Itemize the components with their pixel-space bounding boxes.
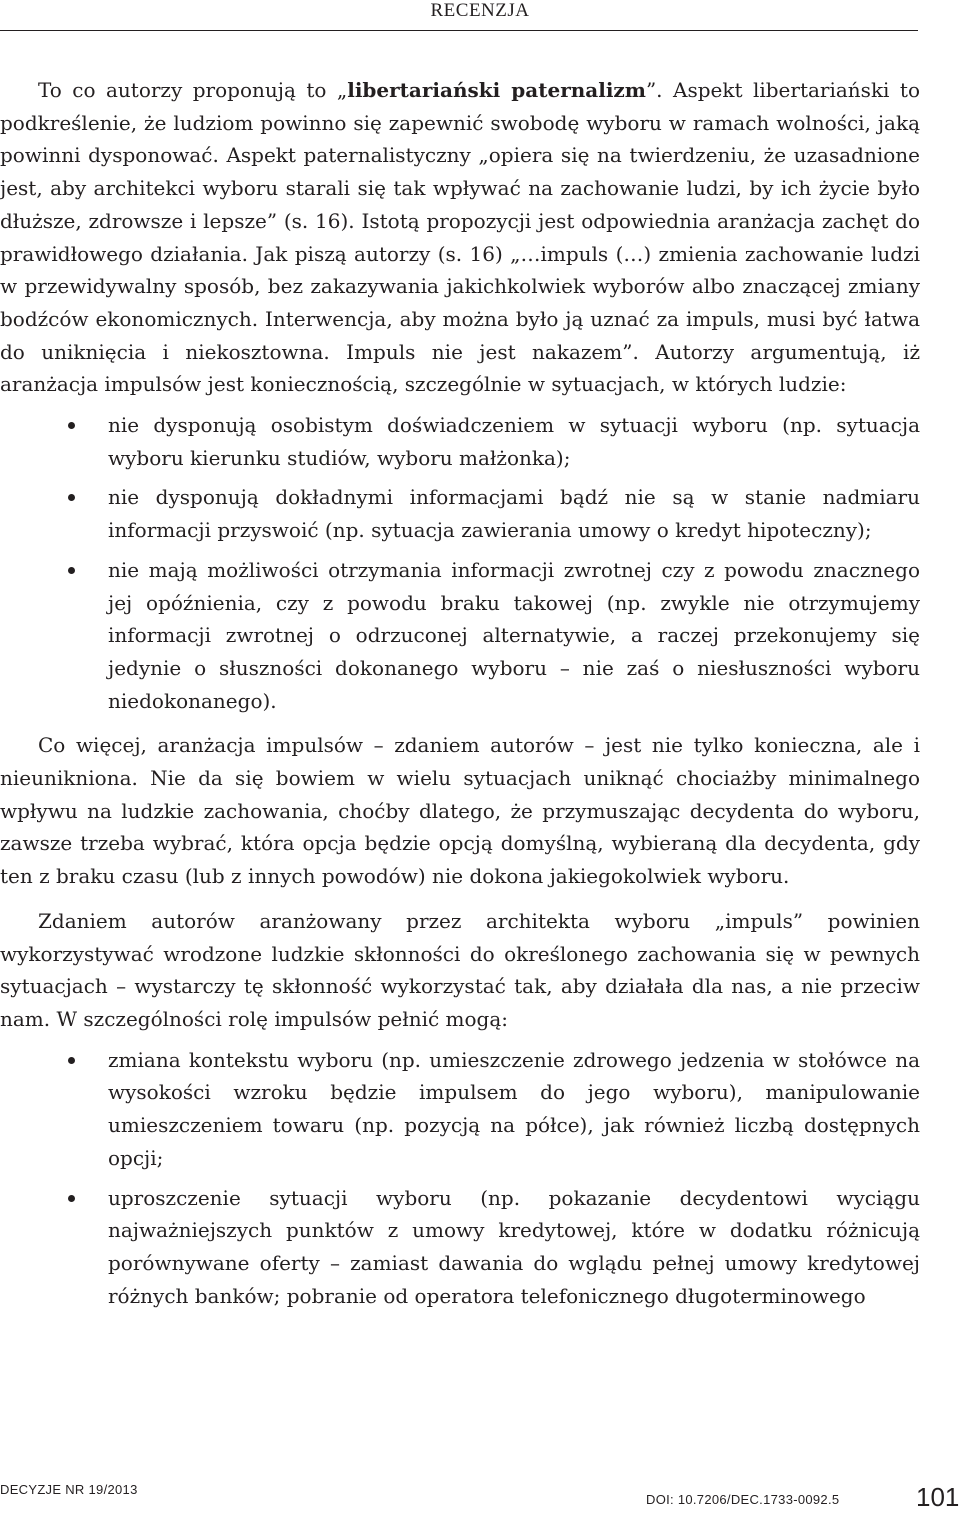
list-item-text: uproszczenie sytuacji wyboru (np. pokazanie decydentowi wyciągu najważniejszych punktów z umowy kredytowej, które w dodatku różnicują porównywane oferty – zamiast dawania do wglądu pełnej umowy kredytowej różnych banków; pobranie od operatora telefonicznego długoterminowego xyxy=(108,1185,920,1308)
bullet-icon xyxy=(68,494,75,501)
paragraph-2: Co więcej, aranżacja impulsów – zdaniem autorów – jest nie tylko konieczna, ale i nieunikniona. Nie da się bowiem w wielu sytuacjach uniknąć chociażby minimalnego wpływu na ludzkie zachowania, choćby dlatego, że przymuszając decydenta do wyboru, zawsze trzeba wybrać, która opcja będzie opcją domyślną, wybieraną dla decydenta, gdy ten z braku czasu (lub z innych powodów) nie dokona jakiegokolwiek wyboru. xyxy=(0,733,920,889)
bullet-icon xyxy=(68,1195,75,1202)
bullet-icon xyxy=(68,422,75,429)
bold-term: libertariański paternalizm xyxy=(347,78,646,102)
paragraph-3: Zdaniem autorów aranżowany przez architekta wyboru „impuls” powinien wykorzystywać wrodzone ludzkie skłonności do określonego zachowania się w pewnych sytuacjach – wystarczy tę skłonność wykorzystać tak, aby działała dla nas, a nie przeciw nam. W szczególności rolę impulsów pełnić mogą: xyxy=(0,908,920,1031)
header-rule xyxy=(0,30,918,31)
article-body xyxy=(0,74,920,1320)
bullet-icon xyxy=(68,1057,75,1064)
header-title: RECENZJA xyxy=(430,0,530,21)
list-item xyxy=(0,1182,920,1313)
paragraph-1-rest: ”. Aspekt libertariański to podkreślenie, że ludziom powinno się zapewnić swobodę wyboru w ramach wolności, jaką powinni dysponować. Aspekt paternalistyczny „opiera się na twierdzeniu, że uzasadnione jest, aby architekci wyboru starali się tak wpływać na zachowanie ludzi, by ich życie było dłuższe, zdrowsze i lepsze” (s. 16). Istotą propozycji jest odpowiednia aranżacja zachęt do prawidłowego działania. Jak piszą autorzy (s. 16) „…impuls (…) zmienia zachowanie ludzi w przewidywalny sposób, bez zakazywania jakichkolwiek wyborów albo znaczącej zmiany bodźców ekonomicznych. Interwencja, aby można było ją uznać za impuls, musi być łatwa do uniknięcia i niekosztowna. Impuls nie jest nakazem”. Autorzy argumentują, iż aranżacja impulsów jest koniecznością, szczególnie w sytuacjach, w których ludzie: xyxy=(0,78,920,397)
list-item-text: zmiana kontekstu wyboru (np. umieszczenie zdrowego jedzenia w stołówce na wysokości wzroku będzie impulsem do jego wyboru), manipulowanie umieszczeniem towaru (np. pozycją na półce), jak również liczbą dostępnych opcji; xyxy=(108,1047,920,1170)
paragraph-1 xyxy=(0,74,920,401)
list-item xyxy=(0,1044,920,1175)
list-item xyxy=(0,554,920,718)
bullet-list-1 xyxy=(0,409,920,717)
page-number: 101 xyxy=(916,1482,960,1512)
list-item-text: nie mają możliwości otrzymania informacji zwrotnej czy z powodu znacznego jej opóźnienia, czy z powodu braku takowej (np. zwykle nie otrzymujemy informacji zwrotnej o odrzuconej alternatywie, a raczej przekonujemy się jedynie o słuszności dokonanego wyboru – nie zaś o niesłuszności wyboru niedokonanego). xyxy=(108,557,920,713)
footer-doi: DOI: 10.7206/DEC.1733-0092.5 xyxy=(646,1492,840,1507)
paragraph-1-lead: To co autorzy proponują to „ xyxy=(38,78,348,102)
list-item xyxy=(0,481,920,546)
list-item-text: nie dysponują osobistym doświadczeniem w sytuacji wyboru (np. sytuacja wyboru kierunku studiów, wyboru małżonka); xyxy=(108,413,920,470)
footer-journal: DECYZJE NR 19/2013 xyxy=(0,1482,138,1497)
list-item xyxy=(0,409,920,474)
running-header xyxy=(0,0,960,30)
list-item-text: nie dysponują dokładnymi informacjami bądź nie są w stanie nadmiaru informacji przyswoić (np. sytuacja zawierania umowy o kredyt hipoteczny); xyxy=(108,485,920,543)
bullet-icon xyxy=(68,567,75,574)
bullet-list-2 xyxy=(0,1044,920,1313)
